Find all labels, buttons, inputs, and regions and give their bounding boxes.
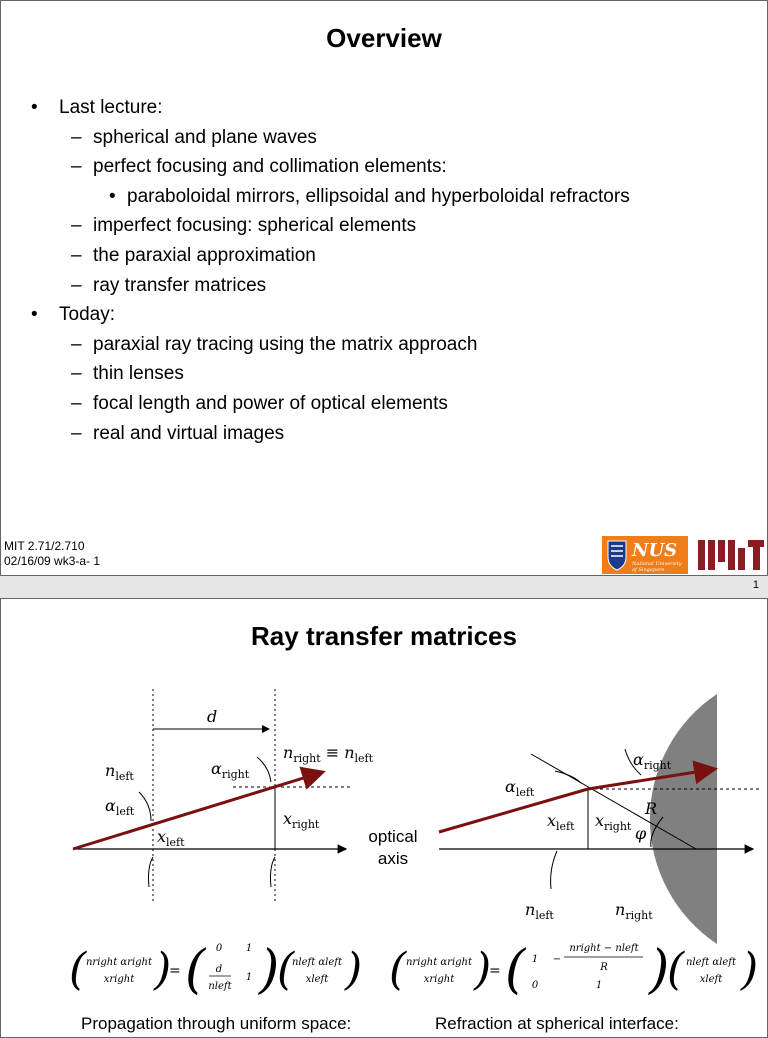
page-number: 1 <box>752 579 759 591</box>
matrix-rhs-top: nleft αleft <box>291 957 343 968</box>
slide-title: Overview <box>326 23 442 53</box>
bullet-item <box>31 152 630 182</box>
bullet-text: focal length and power of optical elements <box>93 392 448 414</box>
matrix-rhs-bottom: xleft <box>699 974 723 985</box>
bullet-marker: – <box>71 244 82 266</box>
m11: 1 <box>531 954 539 965</box>
caption-propagation: Propagation through uniform space: <box>81 1014 352 1033</box>
bullet-marker: • <box>31 304 38 326</box>
matrix-equation-refraction <box>389 940 758 1000</box>
nus-logo-subtitle: National University <box>632 561 682 567</box>
footer-date: 02/16/09 wk3-a- 1 <box>4 554 101 568</box>
optical-axis-label-line1: optical <box>368 827 418 846</box>
matrix-rhs-top: nleft αleft <box>685 957 737 968</box>
bullet-list <box>31 93 630 448</box>
propagation-diagram <box>73 689 374 904</box>
bullet-text: Today: <box>59 304 115 326</box>
paren: ) <box>741 944 759 995</box>
bullet-marker: – <box>71 274 82 296</box>
matrix-lhs-bottom: xright <box>103 974 135 985</box>
bullet-item <box>31 93 630 123</box>
paren: ) <box>154 944 172 995</box>
bullet-item <box>31 211 630 241</box>
bullet-text: paraxial ray tracing using the matrix approach <box>93 333 478 355</box>
n-left-pointer-right <box>551 851 557 889</box>
bullet-item <box>31 389 630 419</box>
label-x-left: $x_{left}$ <box>157 827 185 849</box>
label-x-right: $x_{right}$ <box>283 809 320 831</box>
bullet-item <box>31 300 630 330</box>
nus-logo-text: NUS <box>632 540 678 561</box>
paren: ) <box>474 944 492 995</box>
matrix-lhs-top: nright αright <box>405 957 473 968</box>
bullet-text: imperfect focusing: spherical elements <box>93 215 417 237</box>
matrix-equation-propagation <box>69 940 362 1000</box>
label-alpha-left-2: $\alpha_{left}$ <box>505 777 535 799</box>
label-n-left-2: $n_{left}$ <box>525 900 554 922</box>
footer-course: MIT 2.71/2.710 <box>4 539 85 553</box>
slide-ray-transfer-matrices <box>0 598 768 1038</box>
spherical-interface <box>650 694 717 944</box>
caption-refraction: Refraction at spherical interface: <box>435 1014 679 1033</box>
m12-sign: − <box>552 954 562 965</box>
label-n-right-2: $n_{right}$ <box>615 900 653 922</box>
bullet-text: spherical and plane waves <box>93 126 317 148</box>
bullet-item <box>31 241 630 271</box>
paren: ( <box>185 940 206 1000</box>
m21-numerator: d <box>215 964 223 975</box>
label-alpha-right-2: $\alpha_{right}$ <box>633 750 672 772</box>
bullet-marker: – <box>71 126 82 148</box>
m12: 1 <box>245 943 253 954</box>
slide-title-2: Ray transfer matrices <box>251 621 517 651</box>
bullet-item <box>31 359 630 389</box>
bullet-marker: – <box>71 392 82 414</box>
logos <box>602 536 764 576</box>
paren: ( <box>667 944 685 995</box>
refraction-diagram <box>439 694 761 944</box>
bullet-item <box>31 330 630 360</box>
bullet-text: thin lenses <box>93 363 184 385</box>
m22: 1 <box>595 980 603 991</box>
bullet-marker: – <box>71 333 82 355</box>
bullet-text: the paraxial approximation <box>93 244 316 266</box>
mit-logo <box>698 540 764 570</box>
paren: ) <box>259 940 280 1000</box>
label-d: d <box>207 707 218 726</box>
m11: 0 <box>215 943 223 954</box>
label-R: R <box>645 799 658 818</box>
equals-sign: = <box>489 963 501 979</box>
label-phi: φ <box>635 824 647 843</box>
bullet-text: real and virtual images <box>93 422 285 444</box>
nus-logo <box>602 536 688 574</box>
m21: 0 <box>531 980 539 991</box>
n-left-pointer <box>149 857 154 887</box>
n-right-pointer <box>271 857 276 887</box>
matrix-lhs-top: nright αright <box>85 957 153 968</box>
alpha-left-pointer <box>139 792 151 821</box>
bullet-item <box>31 419 630 449</box>
alpha-right-pointer <box>257 757 271 782</box>
bullet-text: Last lecture: <box>59 97 163 118</box>
nus-logo-subtitle-2: of Singapore <box>632 567 665 573</box>
paren: ( <box>277 944 295 995</box>
matrix-rhs-bottom: xleft <box>305 974 329 985</box>
bullet-text: paraboloidal mirrors, ellipsoidal and hyperboloidal refractors <box>127 185 630 207</box>
bullet-marker: – <box>71 363 82 385</box>
bullet-marker: – <box>71 422 82 444</box>
equals-sign: = <box>169 963 181 979</box>
bullet-marker: – <box>71 215 82 237</box>
paren: ( <box>389 944 407 995</box>
bullet-item <box>31 123 630 153</box>
m12-denominator: R <box>600 962 608 973</box>
m12-numerator: nright − nleft <box>569 943 639 954</box>
label-n-right-equiv: $n_{right} \equiv n_{left}$ <box>283 743 374 765</box>
diagram <box>1 599 768 1038</box>
label-x-right-2: $x_{right}$ <box>595 811 632 833</box>
m21-denominator: nleft <box>208 981 232 992</box>
alpha-left-pointer-right <box>555 771 581 783</box>
paren: ) <box>345 944 363 995</box>
paren: ( <box>505 940 526 1000</box>
label-n-left: $n_{left}$ <box>105 761 134 783</box>
matrix-lhs-bottom: xright <box>423 974 455 985</box>
bullet-marker: • <box>31 97 38 118</box>
m22: 1 <box>245 972 253 983</box>
paren: ( <box>69 944 87 995</box>
bullet-marker: • <box>109 185 116 207</box>
bullet-item <box>31 182 630 212</box>
paren: ) <box>649 940 670 1000</box>
optical-axis-label-line2: axis <box>377 849 409 868</box>
label-alpha-left: $\alpha_{left}$ <box>105 796 135 818</box>
nus-mit-logos <box>602 536 764 574</box>
slide-footer <box>4 539 100 569</box>
bullet-text: perfect focusing and collimation elements: <box>93 156 447 178</box>
bullet-text: ray transfer matrices <box>93 274 267 296</box>
label-alpha-right: $\alpha_{right}$ <box>211 759 250 781</box>
bullet-item <box>31 271 630 301</box>
label-x-left-2: $x_{left}$ <box>547 811 575 833</box>
bullet-marker: – <box>71 156 82 178</box>
